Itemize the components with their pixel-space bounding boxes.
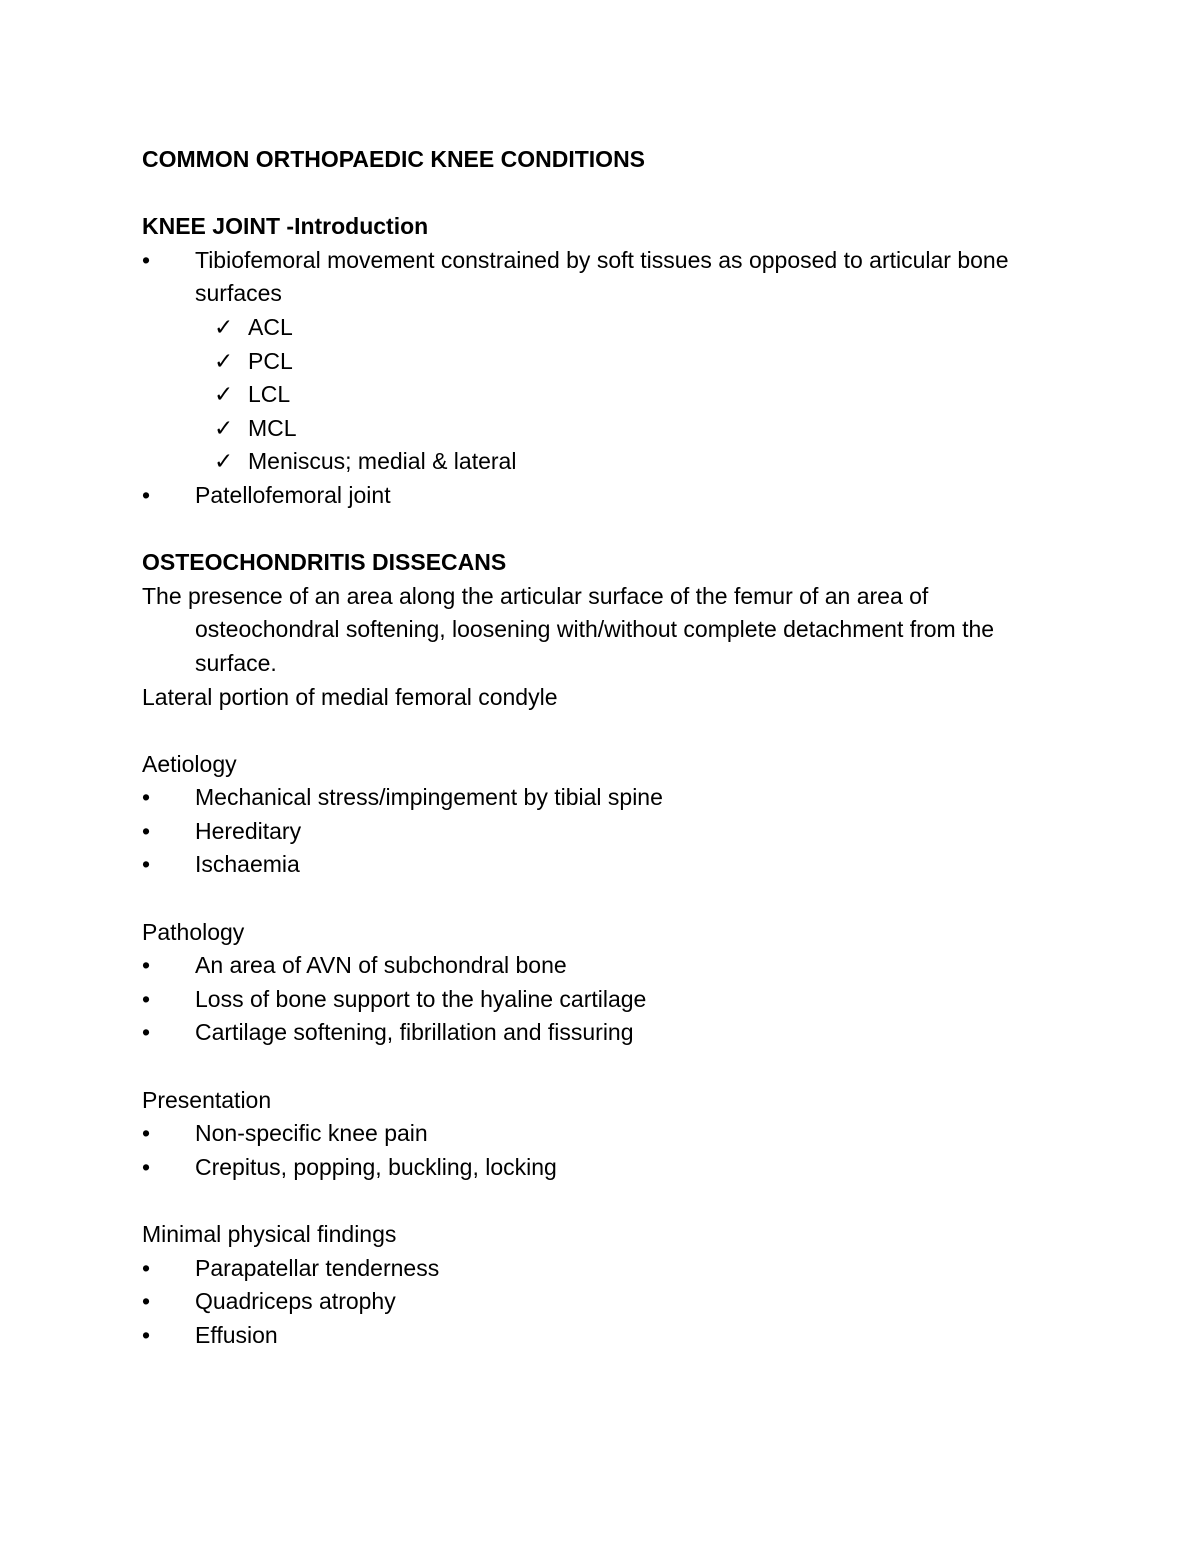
document-title: COMMON ORTHOPAEDIC KNEE CONDITIONS (142, 146, 646, 172)
check-item (142, 311, 1072, 345)
bullet-icon: • (142, 1254, 151, 1281)
check-item-text: PCL (248, 347, 293, 374)
bullet-icon: • (142, 246, 151, 273)
list-item-text: Parapatellar tenderness (195, 1254, 440, 1281)
spacer (142, 1050, 1072, 1084)
check-item-text: ACL (248, 313, 293, 340)
list-item (142, 949, 1072, 983)
list-item-text: Tibiofemoral movement constrained by soft tissues as opposed to articular bone surfaces (195, 246, 1009, 307)
list-item (142, 983, 1072, 1017)
bullet-icon: • (142, 1120, 151, 1147)
bullet-icon: • (142, 985, 151, 1012)
knee-joint-heading: KNEE JOINT -Introduction (142, 213, 429, 240)
checkmark-icon: ✓ (214, 448, 234, 475)
checkmark-icon: ✓ (214, 347, 234, 374)
bullet-icon: • (142, 952, 151, 979)
list-item (142, 1016, 1072, 1050)
spacer (142, 513, 1072, 547)
list-item-text: Cartilage softening, fibrillation and fissuring (195, 1019, 634, 1046)
list-item (142, 1252, 1072, 1286)
bullet-icon: • (142, 1321, 151, 1348)
list-item-text: Ischaemia (195, 851, 300, 878)
list-item-text: Hereditary (195, 817, 302, 844)
list-item (142, 244, 1025, 311)
checkmark-icon: ✓ (214, 381, 234, 408)
list-item (142, 479, 1072, 513)
list-item-text: Non-specific knee pain (195, 1120, 428, 1147)
physical-findings-heading: Minimal physical findings (142, 1221, 397, 1247)
list-item-text: Mechanical stress/impingement by tibial spine (195, 784, 663, 811)
list-item (142, 1285, 1072, 1319)
spacer (142, 177, 1072, 211)
ocd-location: Lateral portion of medial femoral condyle (142, 683, 558, 710)
list-item (142, 848, 1072, 882)
check-item (142, 412, 1072, 446)
list-item-text: Crepitus, popping, buckling, locking (195, 1153, 557, 1180)
list-item-text: Patellofemoral joint (195, 481, 391, 508)
check-item (142, 345, 1072, 379)
list-item-text: Loss of bone support to the hyaline cartilage (195, 985, 647, 1012)
list-item-text: An area of AVN of subchondral bone (195, 952, 567, 979)
bullet-icon: • (142, 817, 151, 844)
checkmark-icon: ✓ (214, 414, 234, 441)
checkmark-icon: ✓ (214, 313, 234, 340)
spacer (142, 1184, 1072, 1218)
ocd-definition: The presence of an area along the articular surface of the femur of an area of osteochondral softening, loosening with/without complete detachment from the surface. (142, 582, 995, 676)
check-item (142, 445, 1072, 479)
list-item (142, 1319, 1072, 1353)
check-item (142, 378, 1072, 412)
check-item-text: MCL (248, 414, 297, 441)
list-item (142, 1151, 1072, 1185)
document-body (142, 143, 1072, 1352)
list-item (142, 781, 1072, 815)
check-item-text: LCL (248, 381, 291, 408)
bullet-icon: • (142, 851, 151, 878)
spacer (142, 714, 1072, 748)
bullet-icon: • (142, 1019, 151, 1046)
ocd-heading: OSTEOCHONDRITIS DISSECANS (142, 549, 507, 576)
presentation-heading: Presentation (142, 1086, 272, 1113)
aetiology-heading: Aetiology (142, 750, 237, 777)
list-item-text: Quadriceps atrophy (195, 1288, 396, 1315)
pathology-heading: Pathology (142, 918, 245, 945)
list-item-text: Effusion (195, 1321, 278, 1348)
bullet-icon: • (142, 1153, 151, 1180)
bullet-icon: • (142, 1288, 151, 1315)
list-item (142, 1117, 1072, 1151)
list-item (142, 815, 1072, 849)
bullet-icon: • (142, 784, 151, 811)
bullet-icon: • (142, 481, 151, 508)
spacer (142, 882, 1072, 916)
check-item-text: Meniscus; medial & lateral (248, 448, 517, 475)
